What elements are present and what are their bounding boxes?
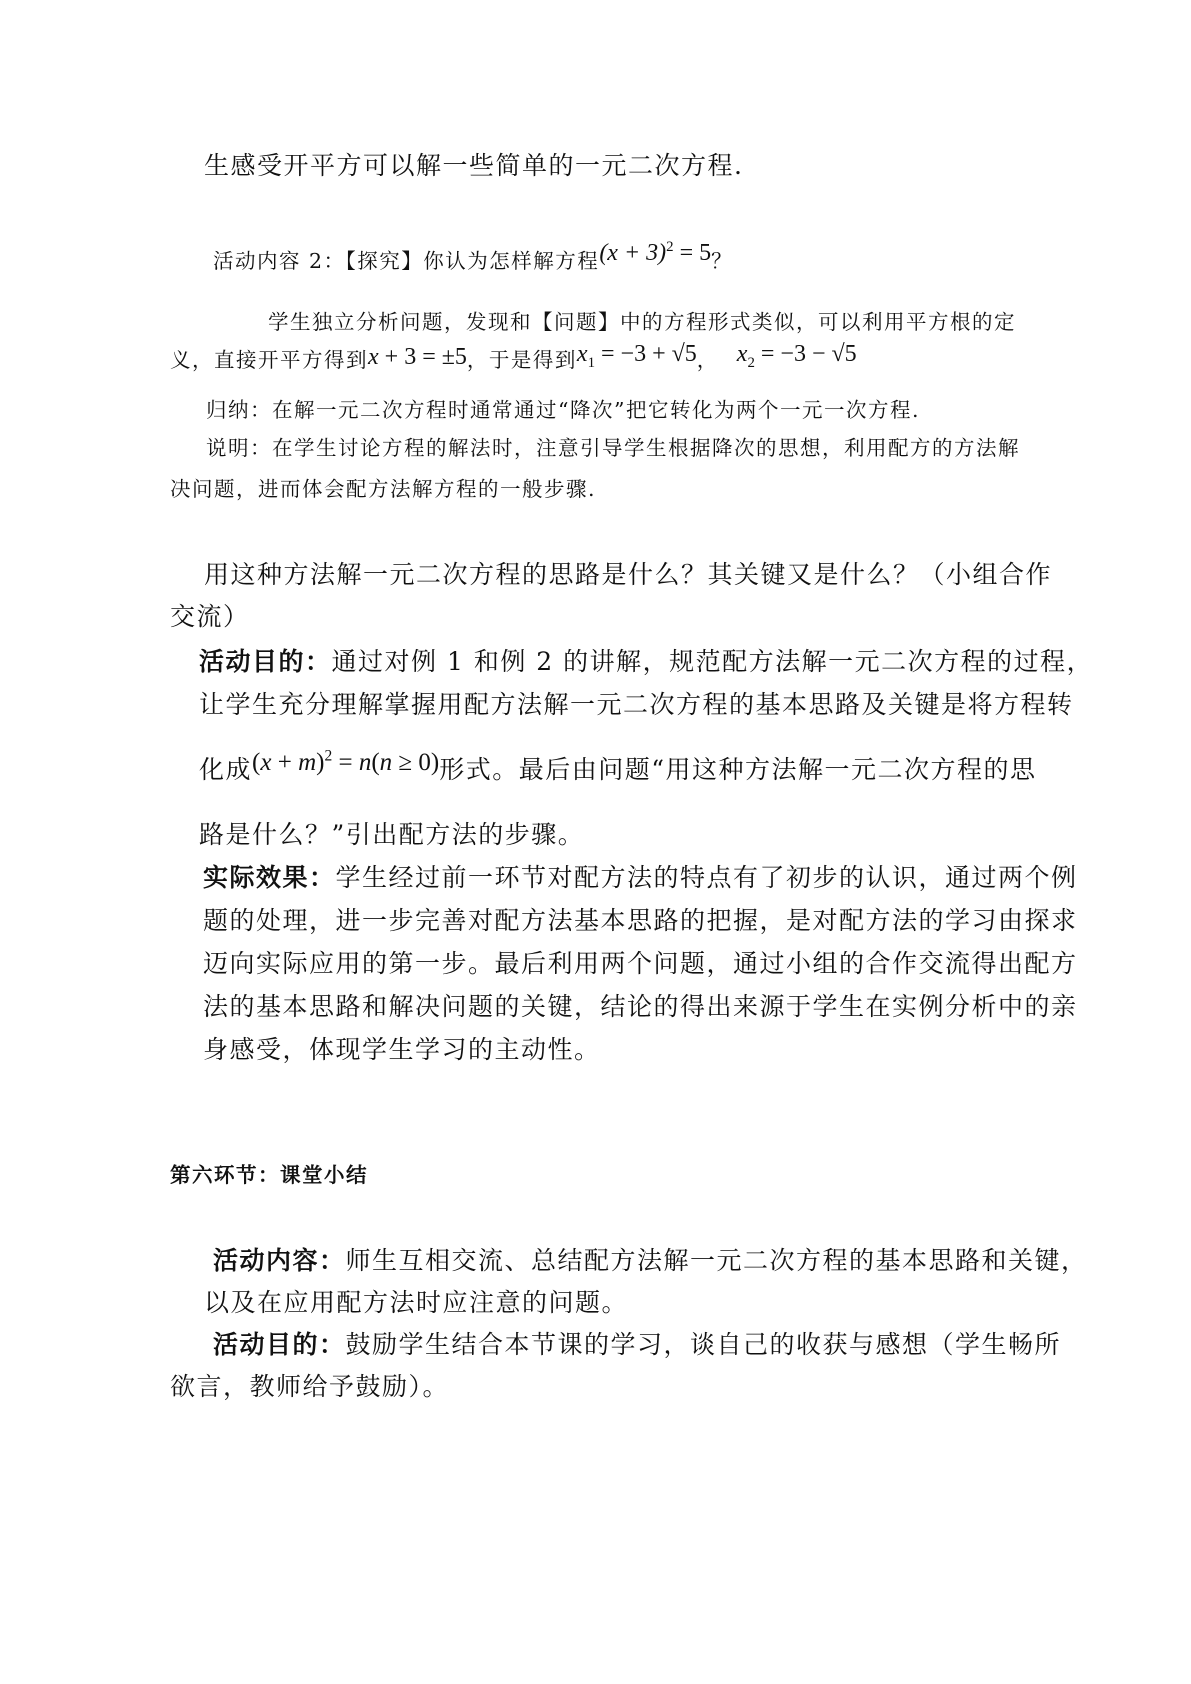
content-paragraph-line <box>213 1241 1088 1277</box>
text-line: 决问题，进而体会配方法解方程的一般步骤. <box>170 477 597 501</box>
effect-paragraph-line <box>203 858 1078 894</box>
section-title: 第六环节：课堂小结 <box>170 1163 368 1187</box>
text-line: 生感受开平方可以解一些简单的一元二次方程. <box>204 151 744 180</box>
text-line: 题的处理，进一步完善对配方法基本思路的把握，是对配方法的学习由探求 <box>203 906 1078 935</box>
equation-form: $(x + m)^2 = n(n \ge 0)$ <box>252 747 440 776</box>
goal-label: 活动目的： <box>199 647 332 676</box>
activity-2-line <box>213 239 734 275</box>
text-span: 义，直接开平方得到 <box>170 348 368 372</box>
equation-root-2: $x_2 = -3 - √5$ <box>736 341 857 371</box>
text-line: 以及在应用配方法时应注意的问题。 <box>204 1288 629 1317</box>
text-line: 身感受，体现学生学习的主动性。 <box>203 1035 601 1064</box>
text-line: 交流） <box>170 602 250 631</box>
text-span: ， <box>696 348 719 372</box>
text-span: 师生互相交流、总结配方法解一元二次方程的基本思路和关键， <box>345 1246 1088 1275</box>
text-span: 学生经过前一环节对配方法的特点有了初步的认识，通过两个例 <box>335 863 1078 892</box>
text-line: 欲言，教师给予鼓励）。 <box>170 1372 450 1401</box>
text-span: ？ <box>711 249 734 273</box>
goal-paragraph-line <box>213 1325 1061 1361</box>
text-span: 鼓励学生结合本节课的学习，谈自己的收获与感想（学生畅所 <box>345 1330 1062 1359</box>
equation-step: x + 3 = ±5 <box>368 344 467 370</box>
text-line: 用这种方法解一元二次方程的思路是什么？其关键又是什么？（小组合作 <box>204 560 1053 589</box>
text-line: 归纳：在解一元二次方程时通常通过“降次”把它转化为两个一元一次方程. <box>206 398 920 422</box>
text-line: 说明：在学生讨论方程的解法时，注意引导学生根据降次的思想，利用配方的方法解 <box>206 436 1020 460</box>
goal-label: 活动目的： <box>213 1330 346 1359</box>
text-span: 活动内容 2：【探究】你认为怎样解方程 <box>213 249 600 273</box>
text-line: 学生独立分析问题，发现和【问题】中的方程形式类似，可以利用平方根的定 <box>268 310 1016 334</box>
content-label: 活动内容： <box>213 1246 346 1275</box>
roots-line <box>170 343 857 378</box>
equation-root-1: $x_1 = -3 + √5$ <box>576 341 697 371</box>
text-line: 迈向实际应用的第一步。最后利用两个问题，通过小组的合作交流得出配方 <box>203 949 1078 978</box>
effect-label: 实际效果： <box>203 863 336 892</box>
text-span: 通过对例 1 和例 2 的讲解，规范配方法解一元二次方程的过程， <box>331 647 1094 676</box>
form-line <box>199 747 1037 786</box>
goal-paragraph-line <box>199 642 1093 678</box>
text-span: 化成 <box>199 755 253 784</box>
text-line: 路是什么？”引出配方法的步骤。 <box>199 820 585 849</box>
text-line: 让学生充分理解掌握用配方法解一元二次方程的基本思路及关键是将方程转 <box>199 690 1074 719</box>
text-span: ，于是得到 <box>466 348 577 372</box>
equation-explore: $(x + 3)^2 = 5$ <box>599 239 712 266</box>
text-span: 形式。最后由问题“用这种方法解一元二次方程的思 <box>439 755 1037 784</box>
text-line: 法的基本思路和解决问题的关键，结论的得出来源于学生在实例分析中的亲 <box>203 992 1078 1021</box>
